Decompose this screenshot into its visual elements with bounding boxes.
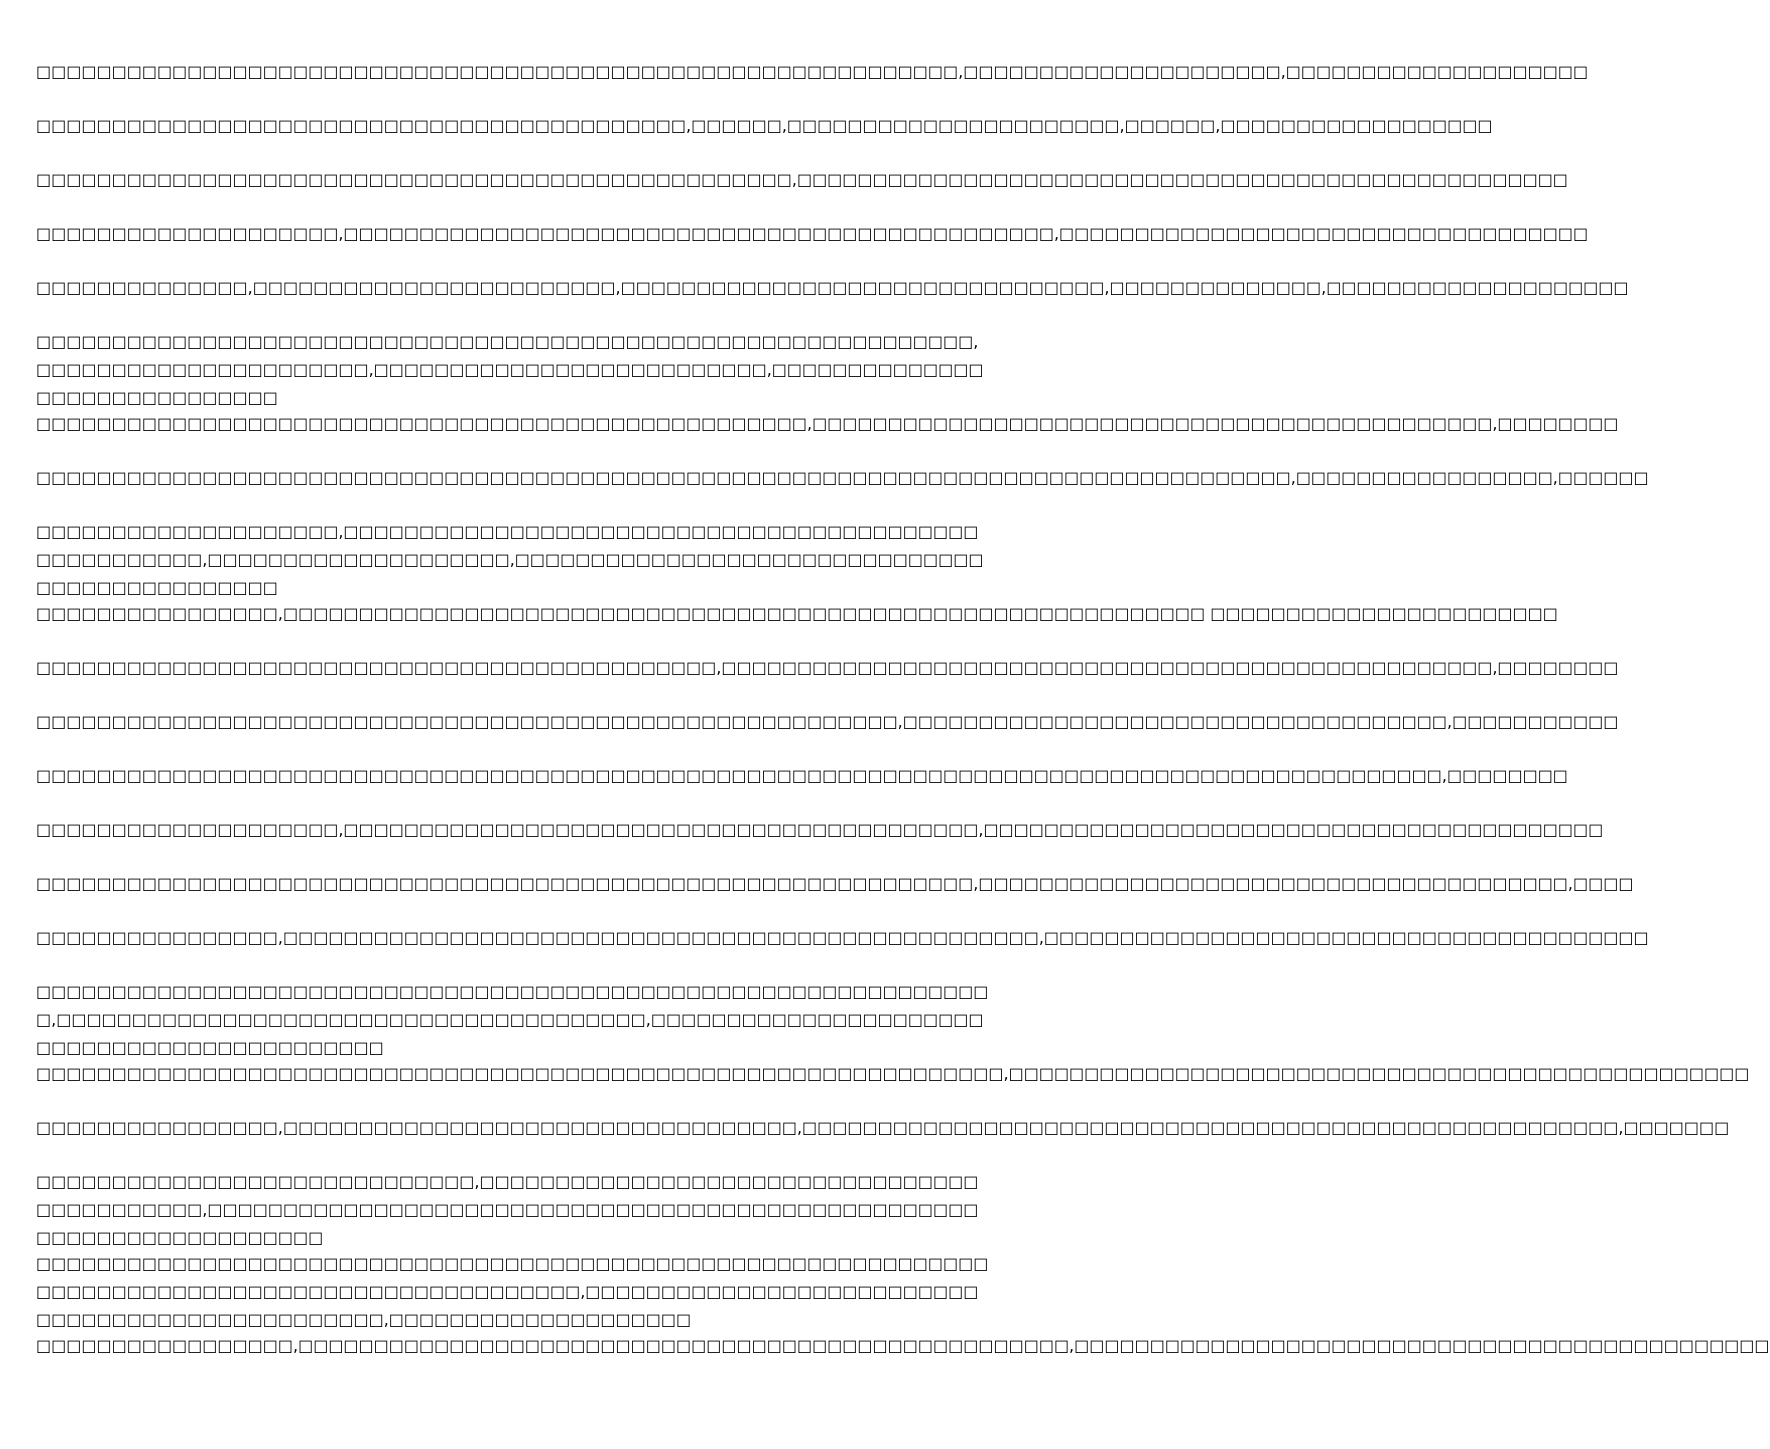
paragraph-18: □□□□□□□□□□□□□□□□□□□□□□□□□□□□□□□□□□□□□□□□□□□□□□□□□□□□□□□□□□□□□□□□,□□□□□□□□□□□□□□□□□□□□□□□□□□□□□□□□□□□□□□□□□□□□□□□□□ (36, 1064, 1750, 1083)
paragraph-6: □□□□□□□□□□□□□□□□□□□□□□□□□□□□□□□□□□□□□□□□□□□□□□□□□□□□□□□□□□□□□□,□□□□□□□□□□□□□□□□□□□□□□,□□□□□□□□□□□□□□□□□□□□□□□□□□,□□□□□□□□□□□□□□□□□□□□□□□□□□□□□□ (36, 332, 984, 407)
paragraph-19: □□□□□□□□□□□□□□□□,□□□□□□□□□□□□□□□□□□□□□□□□□□□□□□□□□□,□□□□□□□□□□□□□□□□□□□□□□□□□□□□□□□□□□□□□□□□□□□□□□□□□□□□□□,□□□□□□□ (36, 1118, 1730, 1137)
paragraph-20: □□□□□□□□□□□□□□□□□□□□□□□□□□□□□,□□□□□□□□□□□□□□□□□□□□□□□□□□□□□□□□□□□□□□□□□□□□,□□□□□□□□□□□□□□□□□□□□□□□□□□□□□□□□□□□□□□□□□□□□□□□□□□□□□□□□□□□□□□□□□□□□□□ (36, 1172, 979, 1247)
paragraph-15: □□□□□□□□□□□□□□□□□□□□□□□□□□□□□□□□□□□□□□□□□□□□□□□□□□□□□□□□□□□□□□,□□□□□□□□□□□□□□□□□□□□□□□□□□□□□□□□□□□□□□□,□□□□ (36, 874, 1634, 893)
paragraph-3: □□□□□□□□□□□□□□□□□□□□□□□□□□□□□□□□□□□□□□□□□□□□□□□□□□,□□□□□□□□□□□□□□□□□□□□□□□□□□□□□□□□□□□□□□□□□□□□□□□□□□□ (36, 170, 1568, 189)
document-page (36, 58, 1770, 1449)
paragraph-9: □□□□□□□□□□□□□□□□□□□□,□□□□□□□□□□□□□□□□□□□□□□□□□□□□□□□□□□□□□□□□□□□□□□□□□□□□□,□□□□□□□□□□□□□□□□□□□□,□□□□□□□□□□□□□□□□□□□□□□□□□□□□□□□□□□□□□□□□□□□□□□□ (36, 522, 984, 597)
paragraph-16: □□□□□□□□□□□□□□□□,□□□□□□□□□□□□□□□□□□□□□□□□□□□□□□□□□□□□□□□□□□□□□□□□□□,□□□□□□□□□□□□□□□□□□□□□□□□□□□□□□□□□□□□□□□□ (36, 928, 1649, 947)
paragraph-2: □□□□□□□□□□□□□□□□□□□□□□□□□□□□□□□□□□□□□□□□□□□,□□□□□□,□□□□□□□□□□□□□□□□□□□□□□,□□□□□□,□□□□□□□□□□□□□□□□□□ (36, 116, 1493, 135)
paragraph-22: □□□□□□□□□□□□□□□□□,□□□□□□□□□□□□□□□□□□□□□□□□□□□□□□□□□□□□□□□□□□□□□□□□□□□,□□□□□□□□□□□□□□□□□□□□□□□□□□□□□□□□□□□□□□□□□□□□□□ (36, 1336, 1770, 1355)
paragraph-4: □□□□□□□□□□□□□□□□□□□□,□□□□□□□□□□□□□□□□□□□□□□□□□□□□□□□□□□□□□□□□□□□□□□□,□□□□□□□□□□□□□□□□□□□□□□□□□□□□□□□□□□□ (36, 224, 1589, 243)
paragraph-8: □□□□□□□□□□□□□□□□□□□□□□□□□□□□□□□□□□□□□□□□□□□□□□□□□□□□□□□□□□□□□□□□□□□□□□□□□□□□□□□□□□□,□□□□□□□□□□□□□□□□□,□□□□□□ (36, 468, 1649, 487)
paragraph-1: □□□□□□□□□□□□□□□□□□□□□□□□□□□□□□□□□□□□□□□□□□□□□□□□□□□□□□□□□□□□□,□□□□□□□□□□□□□□□□□□□□□,□□□□□□□□□□□□□□□□□□□□ (36, 62, 1589, 81)
paragraph-12: □□□□□□□□□□□□□□□□□□□□□□□□□□□□□□□□□□□□□□□□□□□□□□□□□□□□□□□□□,□□□□□□□□□□□□□□□□□□□□□□□□□□□□□□□□□□□□,□□□□□□□□□□□ (36, 712, 1619, 731)
paragraph-13: □□□□□□□□□□□□□□□□□□□□□□□□□□□□□□□□□□□□□□□□□□□□□□□□□□□□□□□□□□□□□□□□□□□□□□□□□□□□□□□□□□□□□□□□□□□□□,□□□□□□□□ (36, 766, 1568, 785)
paragraph-14: □□□□□□□□□□□□□□□□□□□□,□□□□□□□□□□□□□□□□□□□□□□□□□□□□□□□□□□□□□□□□□□,□□□□□□□□□□□□□□□□□□□□□□□□□□□□□□□□□□□□□□□□□ (36, 820, 1604, 839)
paragraph-10: □□□□□□□□□□□□□□□□,□□□□□□□□□□□□□□□□□□□□□□□□□□□□□□□□□□□□□□□□□□□□□□□□□□□□□□□□□□□□□ □□□□□□□□□□□□□□□□□□□□□□□ (36, 604, 1558, 623)
paragraph-5: □□□□□□□□□□□□□□,□□□□□□□□□□□□□□□□□□□□□□□□,□□□□□□□□□□□□□□□□□□□□□□□□□□□□□□□□,□□□□□□□□□□□□□□,□□□□□□□□□□□□□□□□□□□□ (36, 278, 1629, 297)
paragraph-11: □□□□□□□□□□□□□□□□□□□□□□□□□□□□□□□□□□□□□□□□□□□□□,□□□□□□□□□□□□□□□□□□□□□□□□□□□□□□□□□□□□□□□□□□□□□□□□□□□,□□□□□□□□ (36, 658, 1619, 677)
paragraph-7: □□□□□□□□□□□□□□□□□□□□□□□□□□□□□□□□□□□□□□□□□□□□□□□□□□□,□□□□□□□□□□□□□□□□□□□□□□□□□□□□□□□□□□□□□□□□□□□□□,□□□□□□□□ (36, 414, 1619, 433)
paragraph-21: □□□□□□□□□□□□□□□□□□□□□□□□□□□□□□□□□□□□□□□□□□□□□□□□□□□□□□□□□□□□□□□□□□□□□□□□□□□□□□□□□□□□□□□□□□□□□□□□□□□,□□□□□□□□□□□□□□□□□□□□□□□□□□□□□□□□□□□□□□□□□□□□□□□□□,□□□□□□□□□□□□□□□□□□□□ (36, 1254, 989, 1329)
paragraph-17: □□□□□□□□□□□□□□□□□□□□□□□□□□□□□□□□□□□□□□□□□□□□□□□□□□□□□□□□□□□□□□□□,□□□□□□□□□□□□□□□□□□□□□□□□□□□□□□□□□□□□□□□,□□□□□□□□□□□□□□□□□□□□□□□□□□□□□□□□□□□□□□□□□□□□□ (36, 982, 989, 1057)
